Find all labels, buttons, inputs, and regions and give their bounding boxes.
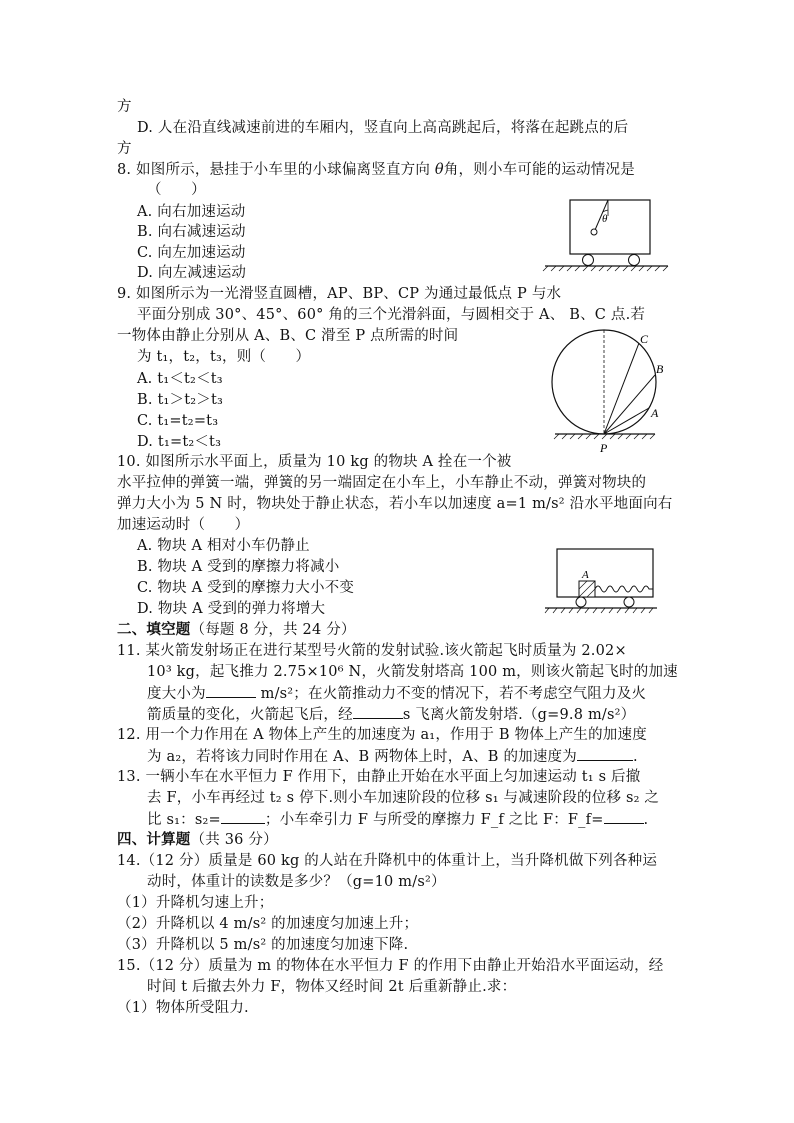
q15-part-1: （1）物体所受阻力.: [117, 1000, 249, 1016]
figure-q8-cart-pendulum: [540, 198, 670, 273]
section-calculation: 四、计算题（共 36 分）: [117, 831, 278, 848]
q14-line-2: 动时，体重计的读数是多少？（g=10 m/s²）: [147, 874, 446, 890]
q10-option-a: A. 物块 A 相对小车仍静止: [137, 538, 310, 554]
fig10-label-a: A: [582, 569, 589, 581]
figure-q9-circle-chords: [545, 326, 675, 456]
q8-option-a: A. 向右加速运动: [137, 204, 246, 220]
q10-option-c: C. 物块 A 受到的摩擦力大小不变: [137, 580, 355, 596]
q11-line-3: 度大小为 m/s²；在火箭推动力不变的情况下，若不考虑空气阻力及火: [147, 686, 647, 702]
q9-line-4: 为 t₁，t₂，t₃，则（ ）: [137, 349, 311, 365]
line-p0: 方: [117, 99, 132, 115]
q10-line-3: 弹力大小为 5 N 时，物块处于静止状态，若小车以加速度 a=1 m/s² 沿水平地面向右: [117, 496, 673, 512]
line-p2: 方: [117, 141, 132, 157]
q14-part-2: （2）升降机以 4 m/s² 的加速度匀加速上升；: [117, 916, 419, 932]
q9-option-d: D. t₁=t₂＜t₃: [137, 434, 222, 450]
q13-line-2: 去 F，小车再经过 t₂ s 停下.则小车加速阶段的位移 s₁ 与减速阶段的位移 s₂ 之: [147, 790, 660, 806]
q8-option-b: B. 向右减速运动: [137, 224, 246, 240]
line-p1: D. 人在沿直线减速前进的车厢内，竖直向上高高跳起后，将落在起跳点的后: [137, 120, 629, 136]
q11-blank-1[interactable]: [206, 684, 256, 698]
q9-line-3: 一物体由静止分别从 A、B、C 滑至 P 点所需的时间: [117, 328, 459, 344]
fig9-label-b: B: [656, 362, 664, 376]
q15-line-2: 时间 t 后撤去外力 F，物体又经时间 2t 后重新静止.求：: [147, 979, 517, 995]
q8-option-c: C. 向左加速运动: [137, 245, 246, 261]
q14-line-1: 14.（12 分）质量是 60 kg 的人站在升降机中的体重计上，当升降机做下列各种运: [117, 853, 658, 869]
q12-blank[interactable]: [577, 747, 633, 761]
fig9-label-c: C: [640, 332, 649, 346]
fig9-label-a: A: [651, 406, 659, 420]
section-fill-in: 二、填空题（每题 8 分，共 24 分）: [117, 621, 356, 638]
q10-line-1: 10. 如图所示水平面上，质量为 10 kg 的物块 A 拴在一个被: [117, 454, 512, 470]
q12-line-2: 为 a₂，若将该力同时作用在 A、B 两物体上时，A、B 的加速度为 .: [147, 749, 638, 765]
q10-option-b: B. 物块 A 受到的摩擦力将减小: [137, 559, 340, 575]
q12-line-1: 12. 用一个力作用在 A 物体上产生的加速度为 a₁，作用于 B 物体上产生的加速度: [117, 727, 647, 743]
q10-option-d: D. 物块 A 受到的弹力将增大: [137, 601, 326, 617]
q11-line-1: 11. 某火箭发射场正在进行某型号火箭的发射试验.该火箭起飞时质量为 2.02×: [117, 643, 627, 659]
q8-stem: 8. 如图所示，悬挂于小车里的小球偏离竖直方向 θ角，则小车可能的运动情况是: [117, 162, 635, 178]
figure-q10-cart-spring: [545, 546, 660, 616]
q13-line-3: 比 s₁：s₂= ；小车牵引力 F 与所受的摩擦力 F_f 之比 F：F_f= .: [147, 812, 649, 828]
q8-paren: （ ）: [147, 182, 206, 198]
q9-line-2: 平面分别成 30°、45°、60° 角的三个光滑斜面，与圆相交于 A、 B、C 点.若: [137, 307, 646, 323]
q13-line-1: 13. 一辆小车在水平恒力 F 作用下，由静止开始在水平面上匀加速运动 t₁ s 后撤: [117, 769, 641, 785]
q9-option-a: A. t₁＜t₂＜t₃: [137, 371, 223, 387]
q10-line-4: 加速运动时（ ）: [117, 517, 250, 533]
q9-line-1: 9. 如图所示为一光滑竖直圆槽，AP、BP、CP 为通过最低点 P 与水: [117, 286, 562, 302]
q11-line-2: 10³ kg，起飞推力 2.75×10⁶ N，火箭发射塔高 100 m，则该火箭起飞时的加速: [147, 664, 678, 680]
q9-option-c: C. t₁=t₂=t₃: [137, 413, 219, 429]
q13-blank-1[interactable]: [221, 810, 265, 824]
q10-line-2: 水平拉伸的弹簧一端，弹簧的另一端固定在小车上，小车静止不动，弹簧对物块的: [117, 475, 647, 491]
q13-blank-2[interactable]: [604, 810, 644, 824]
q15-line-1: 15.（12 分）质量为 m 的物体在水平恒力 F 的作用下由静止开始沿水平面运动，经: [117, 958, 664, 974]
q9-option-b: B. t₁＞t₂＞t₃: [137, 392, 223, 408]
q11-blank-2[interactable]: [353, 705, 403, 719]
q8-option-d: D. 向左减速运动: [137, 265, 247, 281]
fig8-theta-label: θ: [602, 213, 608, 225]
q14-part-1: （1）升降机匀速上升；: [117, 895, 274, 911]
q14-part-3: （3）升降机以 5 m/s² 的加速度匀加速下降.: [117, 937, 409, 953]
q11-line-4: 箭质量的变化，火箭起飞后，经 s 飞离火箭发射塔.（g=9.8 m/s²）: [147, 707, 636, 723]
fig9-label-p: P: [600, 441, 608, 455]
